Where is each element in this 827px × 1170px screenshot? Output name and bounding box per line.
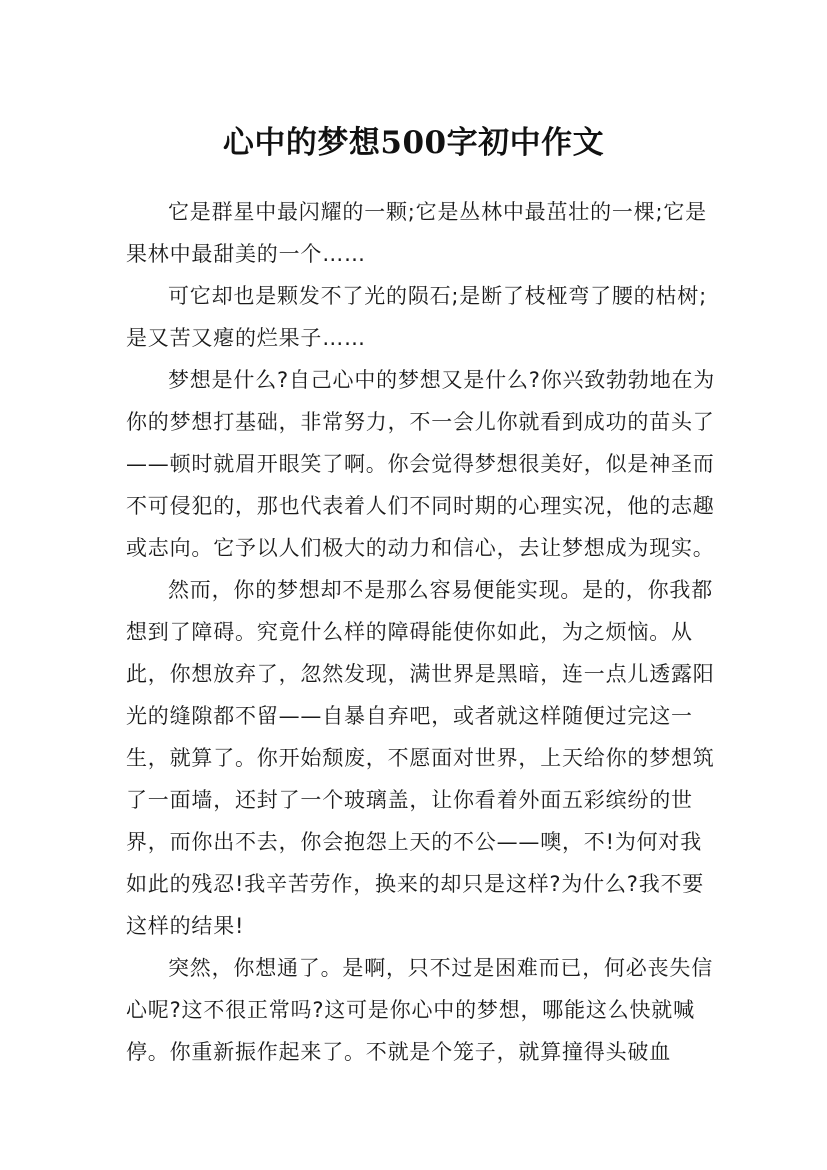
document-body xyxy=(126,191,716,1073)
paragraph: 突然，你想通了。是啊，只不过是困难而已，何必丧失信心呢?这不很正常吗?这可是你心中的梦想，哪能这么快就喊停。你重新振作起来了。不就是个笼子，就算撞得头破血 xyxy=(126,956,713,1064)
paragraph: 可它却也是颗发不了光的陨石;是断了枝桠弯了腰的枯树;是又苦又瘪的烂果子…… xyxy=(126,284,707,350)
document-title: 心中的梦想500字初中作文 xyxy=(222,124,605,161)
paragraph: 然而，你的梦想却不是那么容易便能实现。是的，你我都想到了障碍。究竟什么样的障碍能使你如此，为之烦恼。从此，你想放弃了，忽然发现，满世界是黑暗，连一点儿透露阳光的缝隙都不留——自暴自弃吧，或者就这样随便过完这一生，就算了。你开始颓废，不愿面对世界，上天给你的梦想筑了一面墙，还封了一个玻璃盖，让你看着外面五彩缤纷的世界，而你出不去，你会抱怨上天的不公——噢，不!为何对我如此的残忍!我辛苦劳作，换来的却只是这样?为什么?我不要这样的结果! xyxy=(126,578,715,938)
paragraph: 它是群星中最闪耀的一颗;它是丛林中最茁壮的一棵;它是果林中最甜美的一个…… xyxy=(126,200,707,266)
paragraph: 梦想是什么?自己心中的梦想又是什么?你兴致勃勃地在为你的梦想打基础，非常努力，不一会儿你就看到成功的苗头了——顿时就眉开眼笑了啊。你会觉得梦想很美好，似是神圣而不可侵犯的，那也代表着人们不同时期的心理实况，他的志趣或志向。它予以人们极大的动力和信心，去让梦想成为现实。 xyxy=(126,368,716,560)
